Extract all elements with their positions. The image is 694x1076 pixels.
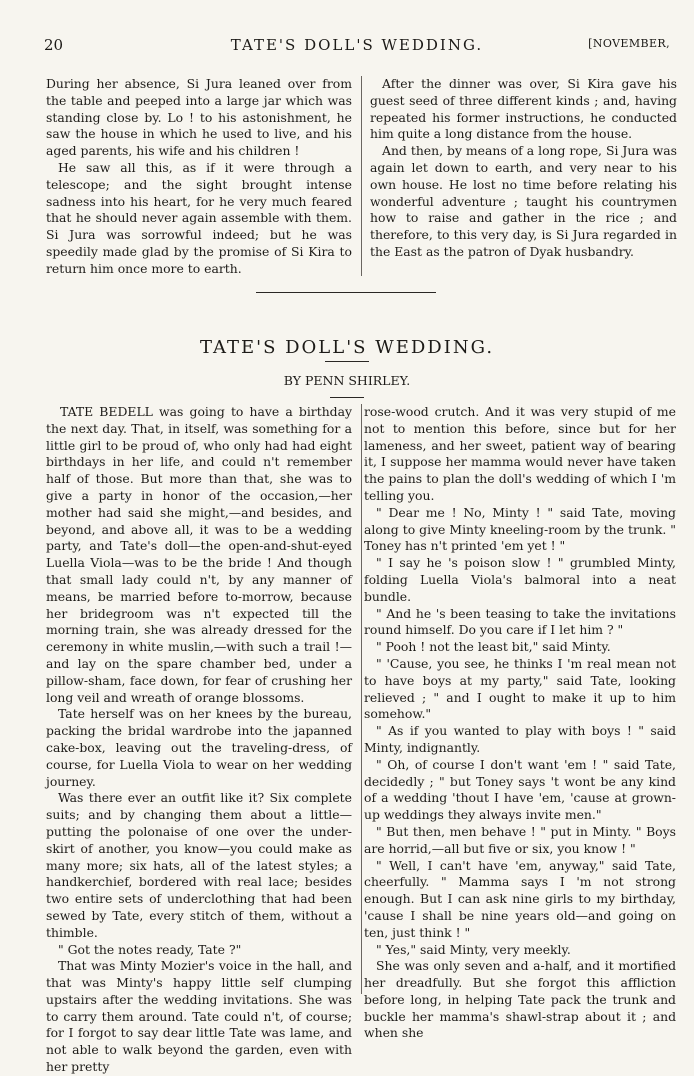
paragraph: That was Minty Mozier's voice in the hall, and that was Minty's happy little self clumping upstairs after the wedding invitations. She was to carry them around. Tate could n't, of course; for I forgot to say dear little Tate was lame, and not able to walk beyond the garden, even with her pretty: [46, 958, 352, 1075]
issue-month: [NOVEMBER,: [588, 37, 670, 50]
running-title: TATE'S DOLL'S WEDDING.: [230, 36, 484, 54]
paragraph: " Yes," said Minty, very meekly.: [376, 941, 571, 957]
story-title: TATE'S DOLL'S WEDDING.: [199, 337, 495, 358]
story-left-column: [46, 404, 352, 1076]
paragraph: " But then, men behave ! " put in Minty. " Boys are horrid,—all but five or six, you know ! ": [364, 823, 676, 856]
paragraph: She was only seven and a-half, and it mortified her dreadfully. But she forgot this affliction before long, in helping Tate pack the trunk and buckle her mamma's shawl-strap about it ; and when she: [364, 958, 676, 1041]
paragraph: Was there ever an outfit like it? Six complete suits; and by changing them about a little—putting the polonaise of one over the under-skirt of another, you know—you could make as many more; six hats, all of the latest styles; a handkerchief, bordered with real lace; besides two entire sets of underclothing that had been sewed by Tate, every stitch of them, without a thimble.: [46, 790, 352, 940]
paragraph: " Got the notes ready, Tate ?": [58, 941, 242, 957]
paragraph: And then, by means of a long rope, Si Jura was again let down to earth, and very near to his own house. He lost no time before relating his wonderful adventure ; taught his countrymen how to raise and gather in the rice ; and therefore, to this very day, is Si Jura regarded in the East as the patron of Dyak husbandry.: [370, 143, 677, 259]
story-right-column: [364, 404, 676, 1042]
byline-rule: [330, 397, 364, 398]
paragraph: " As if you wanted to play with boys ! " said Minty, indignantly.: [364, 723, 676, 755]
paragraph: " Well, I can't have 'em, anyway," said Tate, cheerfully. " Mamma says I 'm not strong enough. But I can ask nine girls to my birthday, 'cause I shall be nine years old—and going on ten, just think ! ": [364, 857, 676, 940]
paragraph: TATE BEDELL was going to have a birthday the next day. That, in itself, was something for a little girl to be proud of, who only had had eight birthdays in her life, and could n't remember half of those. But more than that, she was to give a party in honor of the occasion,—her mother had said she might,—and besides, and beyond, and above all, it was to be a wedding party, and Tate's doll—the open-and-shut-eyed Luella Viola—was to be the bride ! And though that small lady could n't, by any manner of means, be married before to-morrow, because her bridegroom was n't expected till the morning train, she was already dressed for the ceremony in white muslin,—with such a trail !—and lay on the spare chamber bed, under a pillow-sham, face down, for fear of crushing her long veil and wreath of orange blossoms.: [46, 404, 352, 705]
paragraph: " Oh, of course I don't want 'em ! " said Tate, decidedly ; " but Toney says 't wont be any kind of a wedding 'thout I have 'em, 'cause at grown-up weddings they always invite men.": [364, 756, 676, 823]
paragraph: He saw all this, as if it were through a telescope; and the sight brought intense sadness into his heart, for he very much feared that he should never again assemble with them. Si Jura was sorrowful indeed; but he was speedily made glad by the promise of Si Kira to return him once more to earth.: [46, 159, 352, 276]
paragraph: " Pooh ! not the least bit," said Minty.: [376, 639, 611, 655]
column-rule: [361, 404, 362, 994]
paragraph: " And he 's been teasing to take the invitations round himself. Do you care if I let him ? ": [364, 605, 676, 638]
paragraph: " 'Cause, you see, he thinks I 'm real mean not to have boys at my party," said Tate, looking relieved ; " and I ought to make it up to him somehow.": [364, 655, 676, 722]
column-rule: [361, 76, 362, 276]
byline: BY PENN SHIRLEY.: [283, 373, 411, 388]
running-head: [44, 36, 670, 56]
page-number: 20: [44, 36, 64, 54]
paragraph: rose-wood crutch. And it was very stupid of me not to mention this before, since but for her lameness, and her sweet, patient way of bearing it, I suppose her mamma would never have taken the pains to plan the doll's wedding of which I 'm telling you.: [364, 404, 676, 503]
paragraph: Tate herself was on her knees by the bureau, packing the bridal wardrobe into the japanned cake-box, leaving out the traveling-dress, of course, for Luella Viola to wear on her wedding journey.: [46, 706, 352, 789]
prev-story-right-column: [370, 76, 677, 261]
paragraph: During her absence, Si Jura leaned over from the table and peeped into a large jar which was standing close by. Lo ! to his astonishment, he saw the house in which he used to live, and his aged parents, his wife and his children !: [46, 76, 352, 159]
section-divider: [256, 292, 436, 293]
title-rule: [325, 361, 369, 362]
paragraph: After the dinner was over, Si Kira gave his guest seed of three different kinds ; and, having repeated his former instructions, he conducted him quite a long distance from the house.: [370, 76, 677, 142]
paragraph: " Dear me ! No, Minty ! " said Tate, moving along to give Minty kneeling-room by the trunk. " Toney has n't printed 'em yet ! ": [364, 504, 676, 554]
prev-story-left-column: [46, 76, 352, 278]
paragraph: " I say he 's poison slow ! " grumbled Minty, folding Luella Viola's balmoral into a neat bundle.: [364, 555, 676, 604]
